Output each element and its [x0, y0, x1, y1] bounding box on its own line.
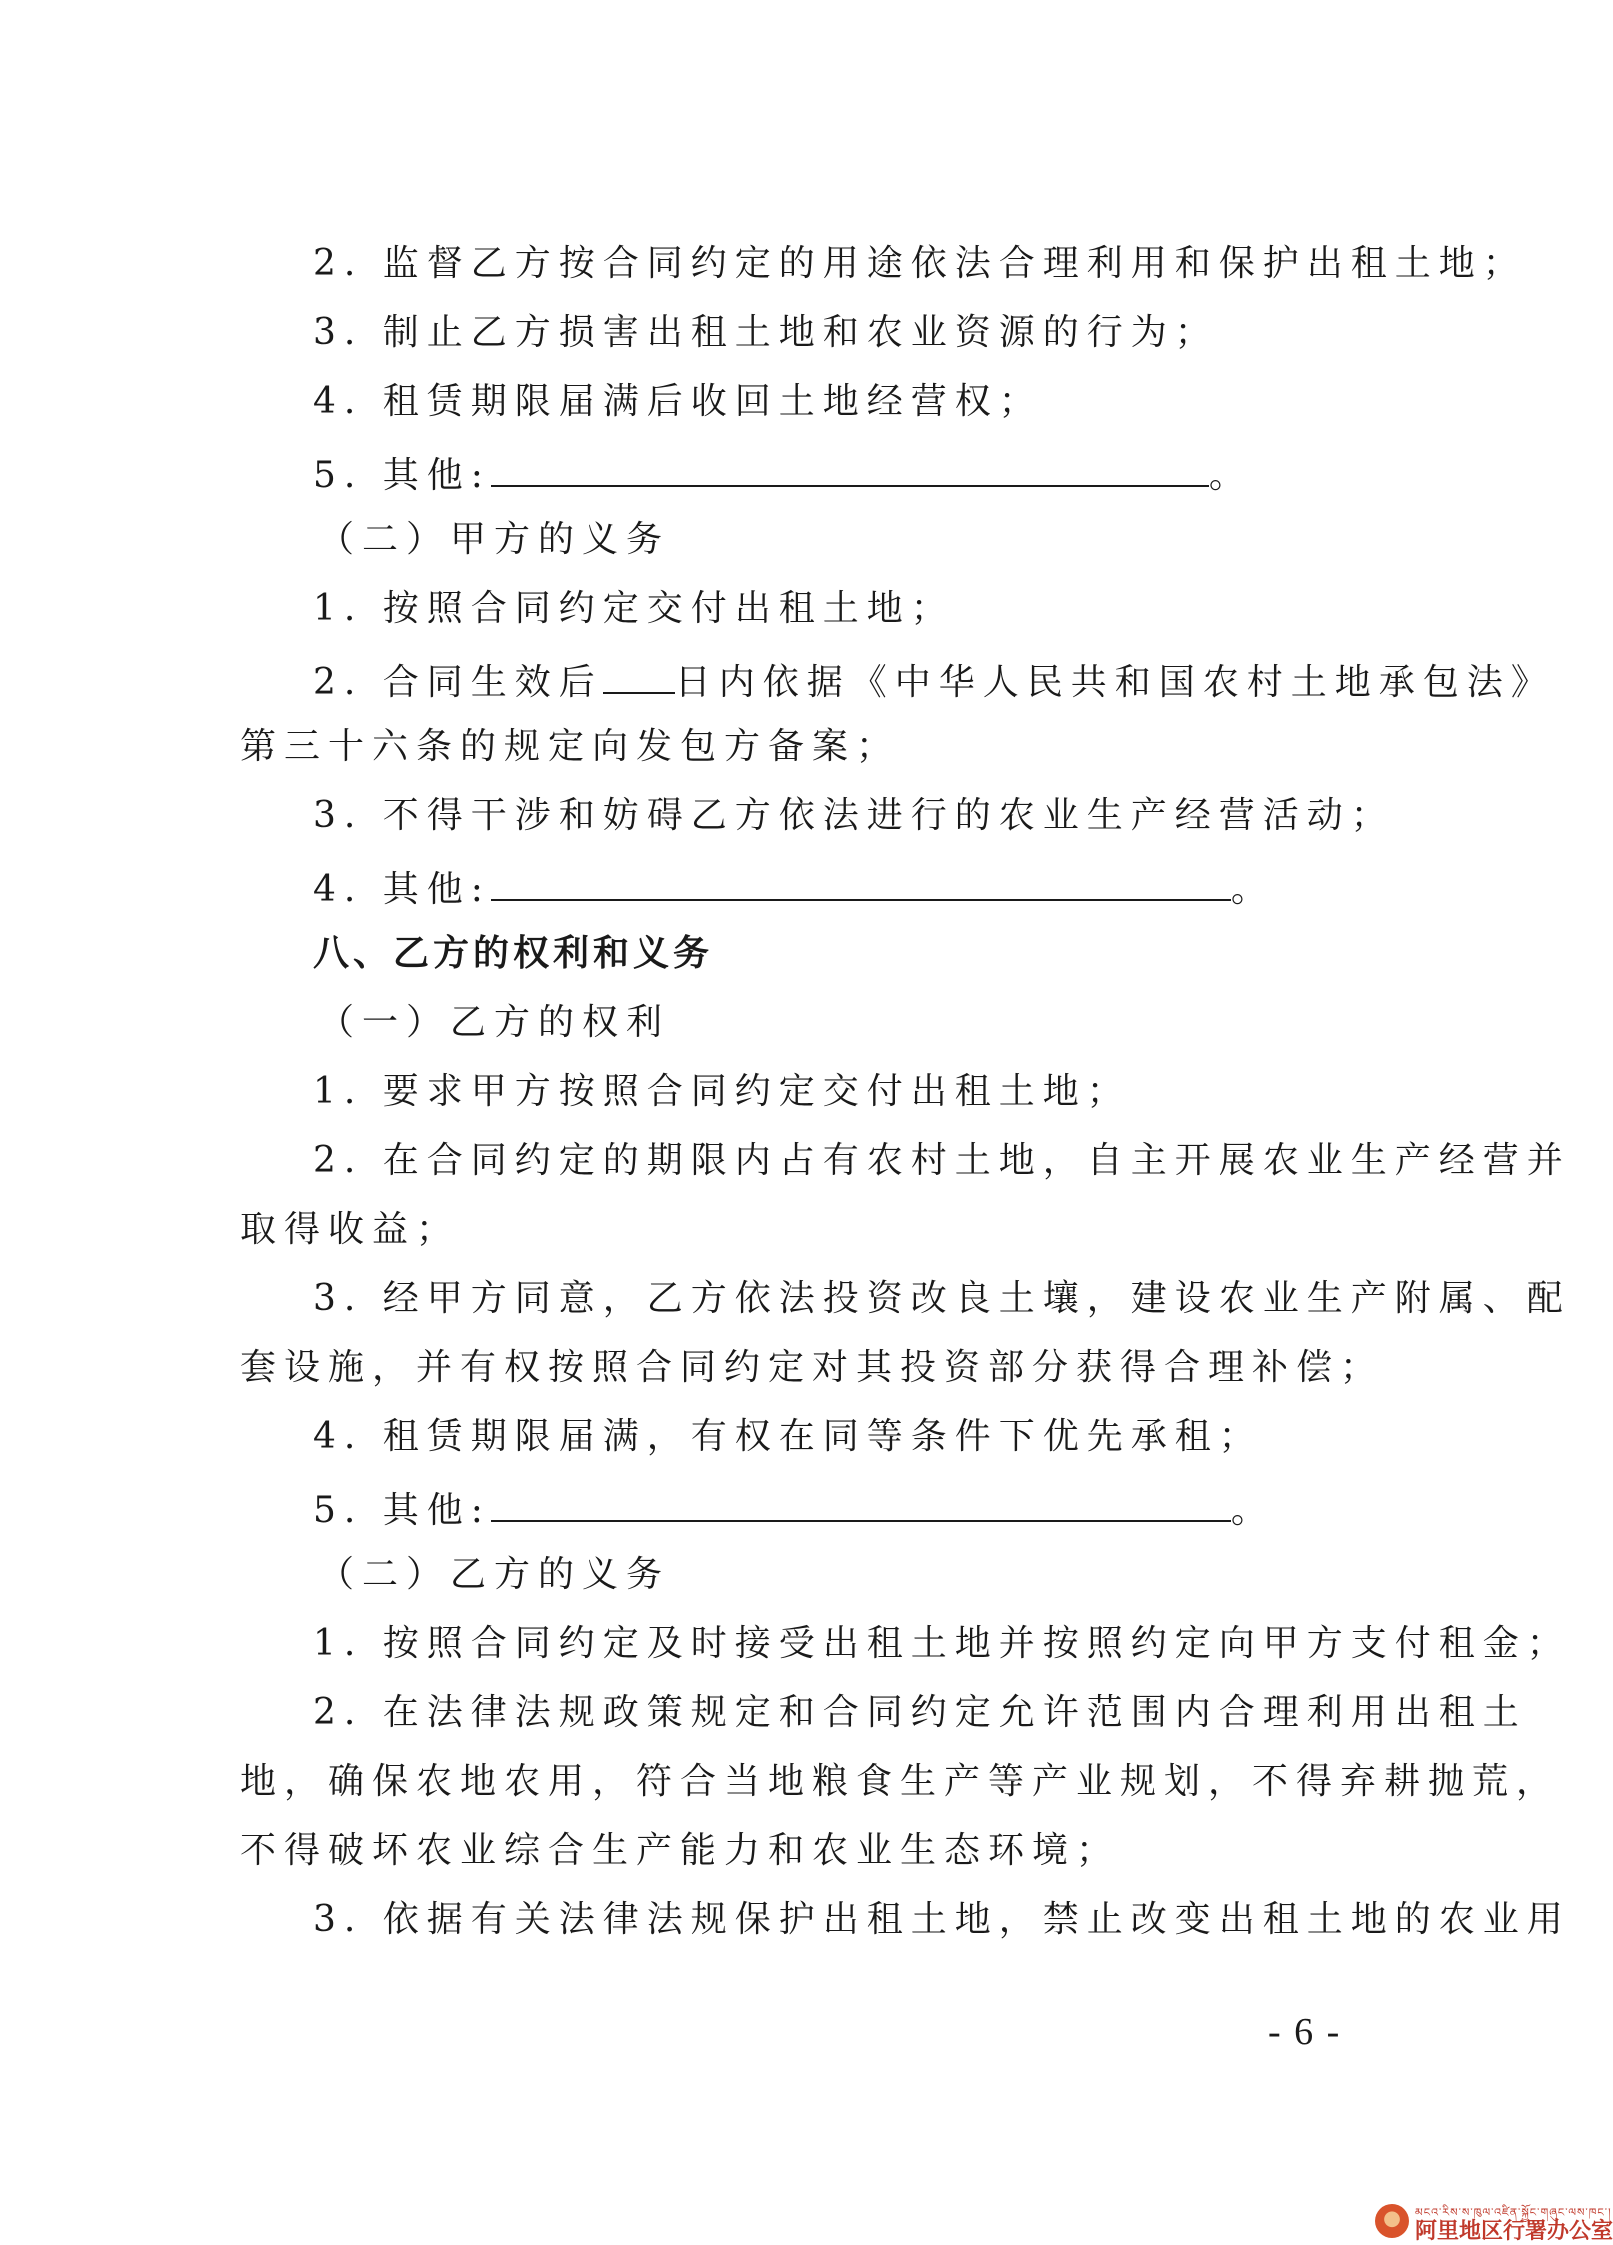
text-fragment: 4. 其他:: [313, 869, 491, 910]
logo-chinese-text: 阿里地区行署办公室: [1415, 2219, 1613, 2244]
text-fragment: 。: [1230, 869, 1275, 910]
text-fragment: 5. 其他:: [313, 455, 491, 496]
text-line: 地，确保农地农用，符合当地粮食生产等产业规划，不得弃耕抛荒，: [240, 1761, 1561, 1802]
office-logo: [1375, 2200, 1613, 2244]
text-line: 2. 监督乙方按合同约定的用途依法合理利用和保护出租土地；: [313, 243, 1527, 284]
fill-in-blank: [603, 658, 675, 694]
emblem-icon: [1375, 2204, 1409, 2238]
text-line-with-blank: [313, 658, 1555, 703]
subheading: （二）甲方的义务: [318, 519, 671, 560]
text-fragment: 日内依据《中华人民共和国农村土地承包法》: [674, 662, 1555, 703]
text-line: 1. 要求甲方按照合同约定交付出租土地；: [313, 1071, 1131, 1112]
text-line-with-blank: [313, 865, 1275, 910]
text-line-with-blank: [313, 1486, 1275, 1531]
text-line: 4. 租赁期限届满，有权在同等条件下优先承租；: [313, 1416, 1263, 1457]
fill-in-blank: [491, 451, 1209, 487]
text-fragment: 5. 其他:: [313, 1490, 491, 1531]
text-line: 1. 按照合同约定及时接受出租土地并按照约定向甲方支付租金；: [313, 1623, 1571, 1664]
text-fragment: 。: [1208, 455, 1253, 496]
fill-in-blank: [491, 1486, 1231, 1522]
text-line: 2. 在合同约定的期限内占有农村土地，自主开展农业生产经营并: [313, 1140, 1571, 1181]
text-fragment: 。: [1230, 1490, 1275, 1531]
subheading: （一）乙方的权利: [318, 1002, 671, 1043]
text-line-with-blank: [313, 451, 1253, 496]
logo-tibetan-text: མངའ་རིས་ས་ཁུལ་འཛིན་སྐྱོང་གཞུང་ལས་ཁང་།: [1415, 2206, 1612, 2219]
text-line: 3. 经甲方同意，乙方依法投资改良土壤，建设农业生产附属、配: [313, 1278, 1571, 1319]
section-heading: 八、乙方的权利和义务: [313, 933, 714, 974]
text-line: 不得破坏农业综合生产能力和农业生态环境；: [240, 1830, 1121, 1871]
text-line: 3. 制止乙方损害出租土地和农业资源的行为；: [313, 312, 1219, 353]
subheading: （二）乙方的义务: [318, 1554, 671, 1595]
text-line: 3. 依据有关法律法规保护出租土地，禁止改变出租土地的农业用: [313, 1899, 1571, 1940]
fill-in-blank: [491, 865, 1231, 901]
text-line: 1. 按照合同约定交付出租土地；: [313, 588, 955, 629]
text-line: 第三十六条的规定向发包方备案；: [240, 726, 901, 767]
page-number: - 6 -: [1268, 2011, 1342, 2053]
text-line: 4. 租赁期限届满后收回土地经营权；: [313, 381, 1043, 422]
text-line: 2. 在法律法规政策规定和合同约定允许范围内合理利用出租土: [313, 1692, 1527, 1733]
text-line: 3. 不得干涉和妨碍乙方依法进行的农业生产经营活动；: [313, 795, 1395, 836]
text-line: 套设施，并有权按照合同约定对其投资部分获得合理补偿；: [240, 1347, 1385, 1388]
text-fragment: 2. 合同生效后: [313, 662, 603, 703]
text-line: 取得收益；: [240, 1209, 461, 1250]
